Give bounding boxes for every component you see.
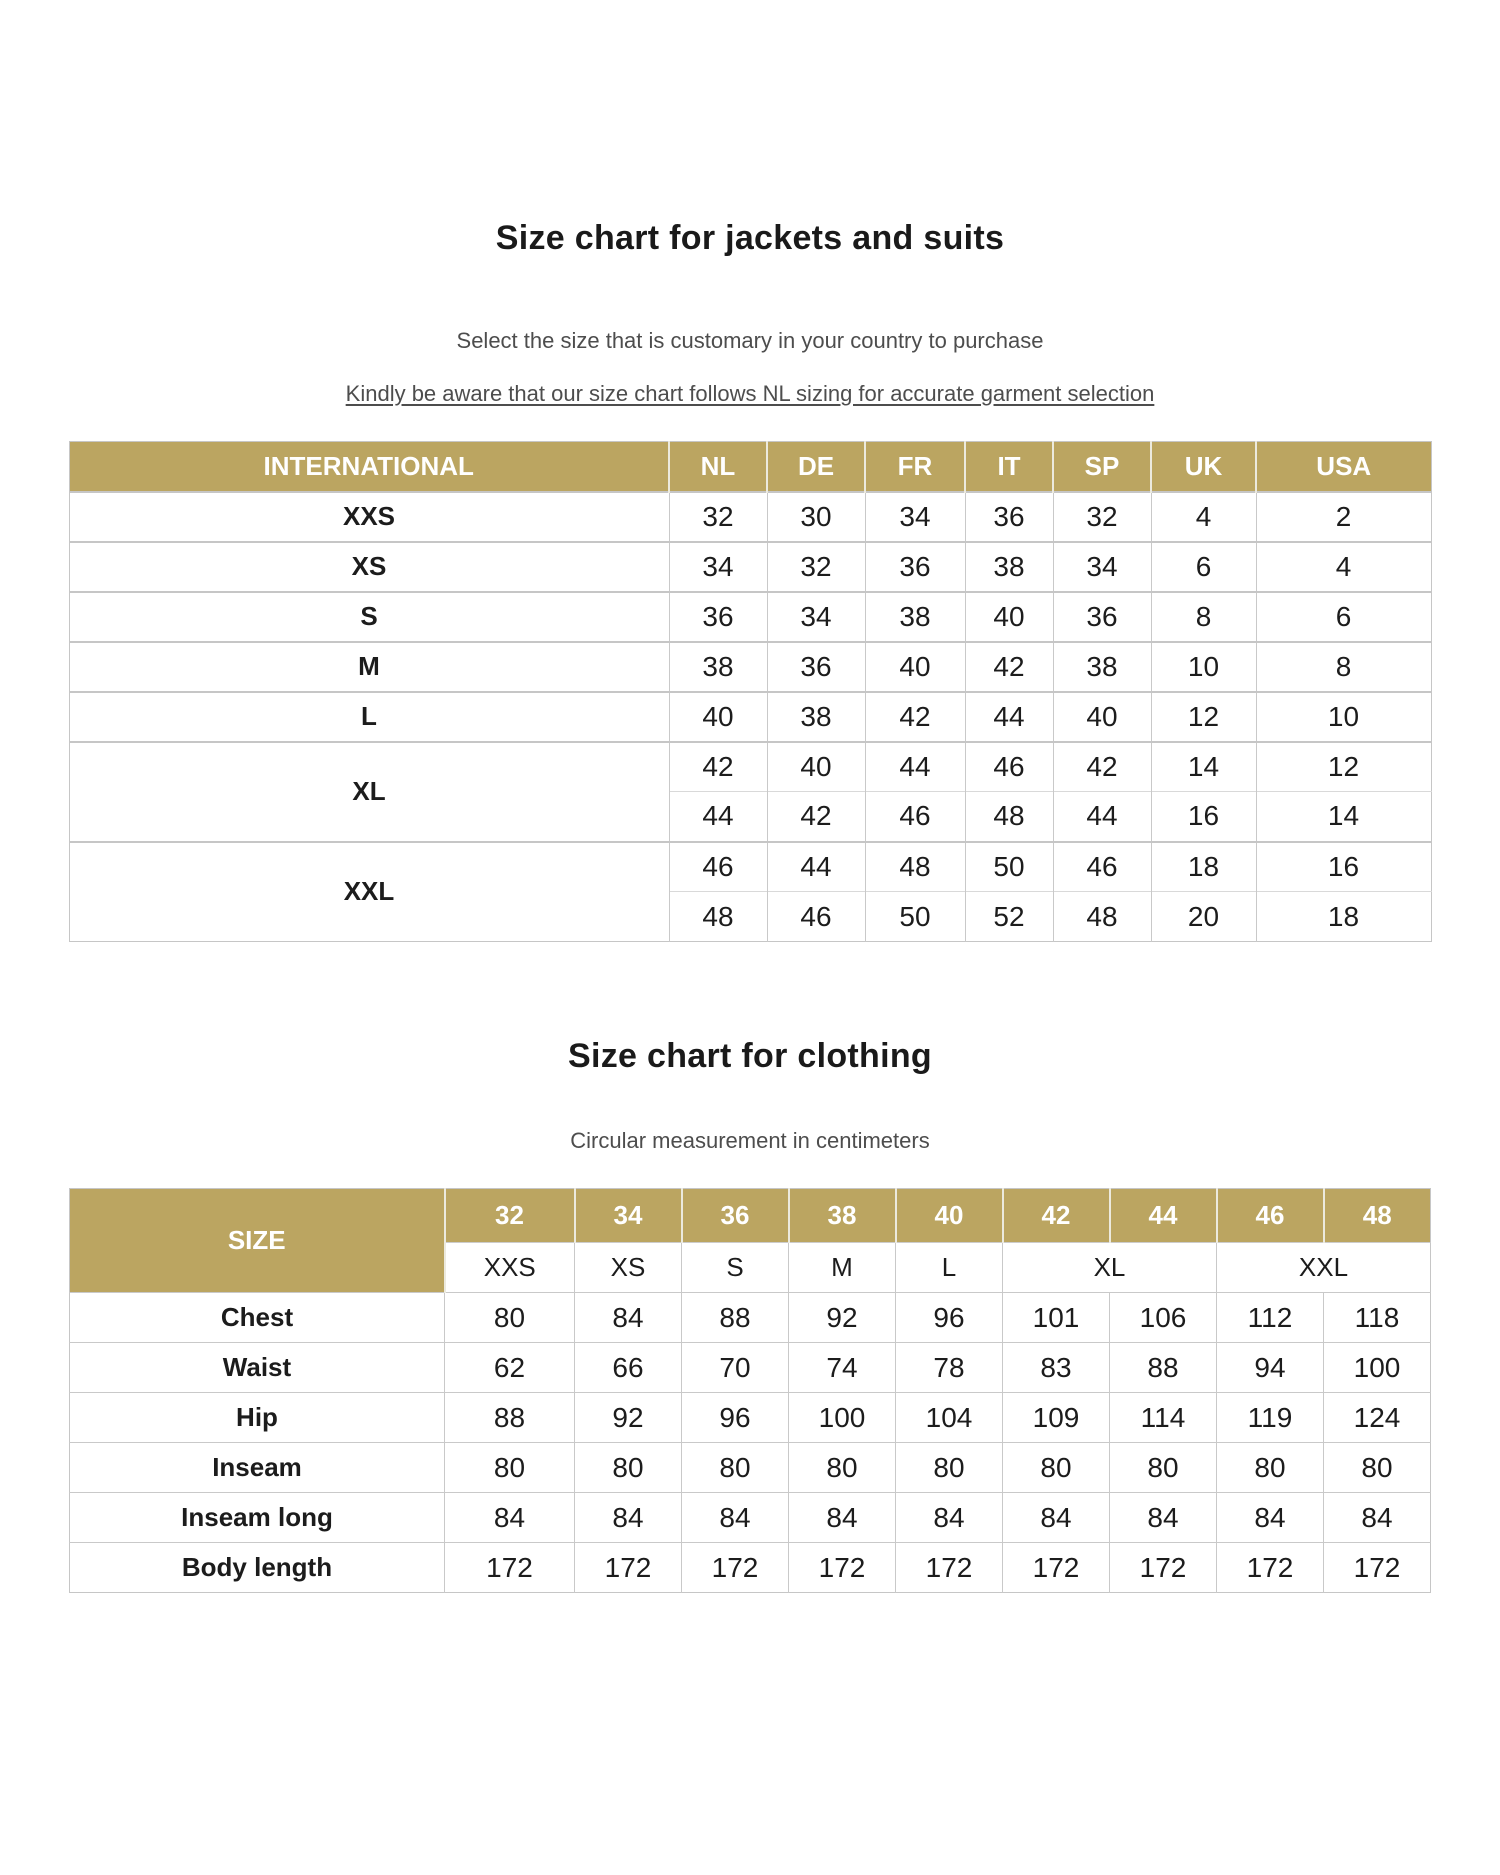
size-value-cell: 8 [1151,592,1256,642]
measurement-value-cell: 84 [789,1493,896,1543]
jackets-row-xl-1 [69,742,1431,792]
size-value-cell: 4 [1256,542,1431,592]
size-value-cell: 34 [669,542,767,592]
jackets-row-l [69,692,1431,742]
size-value-cell: 48 [965,792,1053,842]
measurement-value-cell: 80 [1324,1443,1431,1493]
jackets-suits-table-body [69,492,1431,942]
size-value-cell: 40 [965,592,1053,642]
numeric-size-header-44: 44 [1110,1189,1217,1243]
measurement-row-chest [70,1293,1431,1343]
measurement-value-cell: 109 [1003,1393,1110,1443]
numeric-size-header-36: 36 [682,1189,789,1243]
measurement-value-cell: 172 [1110,1543,1217,1593]
size-value-cell: 42 [767,792,865,842]
measurement-value-cell: 104 [896,1393,1003,1443]
size-value-cell: 14 [1151,742,1256,792]
measurement-value-cell: 84 [1110,1493,1217,1543]
numeric-size-header-row [70,1189,1431,1243]
measurement-value-cell: 172 [682,1543,789,1593]
measurement-value-cell: 80 [896,1443,1003,1493]
jackets-col-header-nl: NL [669,442,767,492]
measurement-value-cell: 101 [1003,1293,1110,1343]
numeric-size-header-38: 38 [789,1189,896,1243]
size-value-cell: 36 [767,642,865,692]
size-value-cell: 32 [669,492,767,542]
measurement-value-cell: 84 [575,1493,682,1543]
measurement-value-cell: 74 [789,1343,896,1393]
size-name-header-xl: XL [1003,1243,1217,1293]
size-value-cell: 48 [1053,892,1151,942]
measurement-value-cell: 100 [789,1393,896,1443]
numeric-size-header-42: 42 [1003,1189,1110,1243]
measurement-value-cell: 80 [445,1443,575,1493]
measurement-value-cell: 83 [1003,1343,1110,1393]
size-value-cell: 36 [965,492,1053,542]
size-value-cell: 38 [767,692,865,742]
size-value-cell: 10 [1151,642,1256,692]
size-value-cell: 44 [767,842,865,892]
measurement-value-cell: 106 [1110,1293,1217,1343]
size-value-cell: 38 [865,592,965,642]
measurement-value-cell: 118 [1324,1293,1431,1343]
size-value-cell: 32 [767,542,865,592]
size-name-header-xxl: XXL [1217,1243,1431,1293]
clothing-table-body [70,1293,1431,1593]
jackets-row-m [69,642,1431,692]
size-value-cell: 48 [669,892,767,942]
size-value-cell: 34 [767,592,865,642]
size-value-cell: 46 [965,742,1053,792]
size-value-cell: 18 [1256,892,1431,942]
intl-size-label-xs: XS [69,542,669,592]
size-value-cell: 4 [1151,492,1256,542]
measurement-row-inseam-long [70,1493,1431,1543]
size-value-cell: 38 [965,542,1053,592]
measurement-value-cell: 88 [1110,1343,1217,1393]
measurement-label-body-length: Body length [70,1543,445,1593]
measurement-value-cell: 112 [1217,1293,1324,1343]
measurement-value-cell: 84 [1324,1493,1431,1543]
jackets-col-header-it: IT [965,442,1053,492]
size-value-cell: 2 [1256,492,1431,542]
clothing-section [0,1036,1500,1593]
measurement-value-cell: 80 [1217,1443,1324,1493]
size-value-cell: 52 [965,892,1053,942]
measurement-value-cell: 88 [682,1293,789,1343]
measurement-value-cell: 84 [575,1293,682,1343]
jackets-col-header-de: DE [767,442,865,492]
size-name-header-xxs: XXS [445,1243,575,1293]
measurement-value-cell: 80 [445,1293,575,1343]
intl-size-label-xxl: XXL [69,842,669,942]
jackets-suits-header-row [69,442,1431,492]
measurement-value-cell: 70 [682,1343,789,1393]
size-value-cell: 46 [767,892,865,942]
size-value-cell: 42 [965,642,1053,692]
size-value-cell: 42 [669,742,767,792]
measurement-value-cell: 172 [896,1543,1003,1593]
measurement-value-cell: 172 [1324,1543,1431,1593]
intl-size-label-s: S [69,592,669,642]
measurement-value-cell: 80 [1003,1443,1110,1493]
size-value-cell: 6 [1151,542,1256,592]
jackets-col-header-sp: SP [1053,442,1151,492]
measurement-value-cell: 62 [445,1343,575,1393]
numeric-size-header-46: 46 [1217,1189,1324,1243]
measurement-value-cell: 119 [1217,1393,1324,1443]
measurement-value-cell: 80 [682,1443,789,1493]
size-value-cell: 46 [865,792,965,842]
nl-sizing-note: Kindly be aware that our size chart follows NL sizing for accurate garment selection [345,381,1155,406]
measurement-value-cell: 66 [575,1343,682,1393]
measurement-value-cell: 172 [1217,1543,1324,1593]
measurement-label-chest: Chest [70,1293,445,1343]
numeric-size-header-48: 48 [1324,1189,1431,1243]
size-value-cell: 40 [865,642,965,692]
size-value-cell: 30 [767,492,865,542]
measurement-value-cell: 92 [575,1393,682,1443]
measurement-value-cell: 84 [1217,1493,1324,1543]
size-value-cell: 12 [1151,692,1256,742]
measurement-value-cell: 100 [1324,1343,1431,1393]
measurement-value-cell: 92 [789,1293,896,1343]
numeric-size-header-32: 32 [445,1189,575,1243]
jackets-row-xxl-1 [69,842,1431,892]
size-value-cell: 40 [1053,692,1151,742]
size-corner-label: SIZE [70,1189,445,1293]
size-value-cell: 40 [669,692,767,742]
clothing-size-table [69,1188,1431,1593]
size-value-cell: 38 [669,642,767,692]
section-spacer [0,942,1500,1036]
intl-size-label-xl: XL [69,742,669,842]
intl-size-label-l: L [69,692,669,742]
measurement-value-cell: 84 [445,1493,575,1543]
size-value-cell: 16 [1256,842,1431,892]
measurement-row-inseam [70,1443,1431,1493]
measurement-value-cell: 84 [682,1493,789,1543]
jackets-suits-title: Size chart for jackets and suits [495,219,1005,257]
measurement-value-cell: 88 [445,1393,575,1443]
measurement-value-cell: 80 [575,1443,682,1493]
size-value-cell: 6 [1256,592,1431,642]
jackets-suits-table-head [69,442,1431,492]
clothing-table-head [70,1189,1431,1293]
size-value-cell: 40 [767,742,865,792]
size-name-header-xs: XS [575,1243,682,1293]
size-value-cell: 36 [865,542,965,592]
size-value-cell: 44 [669,792,767,842]
jackets-col-header-usa: USA [1256,442,1431,492]
jackets-col-header-uk: UK [1151,442,1256,492]
clothing-title: Size chart for clothing [568,1037,932,1075]
measurement-value-cell: 80 [1110,1443,1217,1493]
size-value-cell: 18 [1151,842,1256,892]
size-value-cell: 34 [1053,542,1151,592]
measurement-label-hip: Hip [70,1393,445,1443]
size-value-cell: 10 [1256,692,1431,742]
jackets-suits-section [0,218,1500,942]
measurement-value-cell: 96 [896,1293,1003,1343]
size-value-cell: 44 [865,742,965,792]
size-value-cell: 44 [965,692,1053,742]
size-value-cell: 42 [1053,742,1151,792]
jackets-row-xxs [69,492,1431,542]
size-value-cell: 50 [865,892,965,942]
jackets-suits-subtitle: Select the size that is customary in your country to purchase [456,328,1044,353]
measurement-value-cell: 172 [789,1543,896,1593]
size-value-cell: 46 [1053,842,1151,892]
measurement-value-cell: 114 [1110,1393,1217,1443]
size-name-header-l: L [896,1243,1003,1293]
jackets-row-s [69,592,1431,642]
clothing-subtitle: Circular measurement in centimeters [570,1128,930,1153]
jackets-row-xs [69,542,1431,592]
measurement-value-cell: 96 [682,1393,789,1443]
jackets-suits-size-table [69,441,1432,942]
size-value-cell: 44 [1053,792,1151,842]
numeric-size-header-40: 40 [896,1189,1003,1243]
size-value-cell: 36 [1053,592,1151,642]
measurement-label-waist: Waist [70,1343,445,1393]
measurement-value-cell: 80 [789,1443,896,1493]
size-value-cell: 12 [1256,742,1431,792]
measurement-value-cell: 172 [1003,1543,1110,1593]
measurement-value-cell: 172 [445,1543,575,1593]
size-value-cell: 46 [669,842,767,892]
numeric-size-header-34: 34 [575,1189,682,1243]
measurement-value-cell: 94 [1217,1343,1324,1393]
size-value-cell: 16 [1151,792,1256,842]
size-value-cell: 32 [1053,492,1151,542]
size-value-cell: 48 [865,842,965,892]
measurement-label-inseam: Inseam [70,1443,445,1493]
size-value-cell: 8 [1256,642,1431,692]
size-value-cell: 38 [1053,642,1151,692]
intl-size-label-m: M [69,642,669,692]
measurement-value-cell: 84 [1003,1493,1110,1543]
size-value-cell: 42 [865,692,965,742]
measurement-value-cell: 124 [1324,1393,1431,1443]
measurement-value-cell: 84 [896,1493,1003,1543]
jackets-col-header-fr: FR [865,442,965,492]
measurement-row-body-length [70,1543,1431,1593]
jackets-col-header-international: INTERNATIONAL [69,442,669,492]
measurement-value-cell: 78 [896,1343,1003,1393]
size-value-cell: 20 [1151,892,1256,942]
size-value-cell: 36 [669,592,767,642]
measurement-row-hip [70,1393,1431,1443]
intl-size-label-xxs: XXS [69,492,669,542]
size-value-cell: 50 [965,842,1053,892]
size-value-cell: 14 [1256,792,1431,842]
measurement-value-cell: 172 [575,1543,682,1593]
measurement-row-waist [70,1343,1431,1393]
size-name-header-s: S [682,1243,789,1293]
size-value-cell: 34 [865,492,965,542]
size-name-header-m: M [789,1243,896,1293]
measurement-label-inseam-long: Inseam long [70,1493,445,1543]
